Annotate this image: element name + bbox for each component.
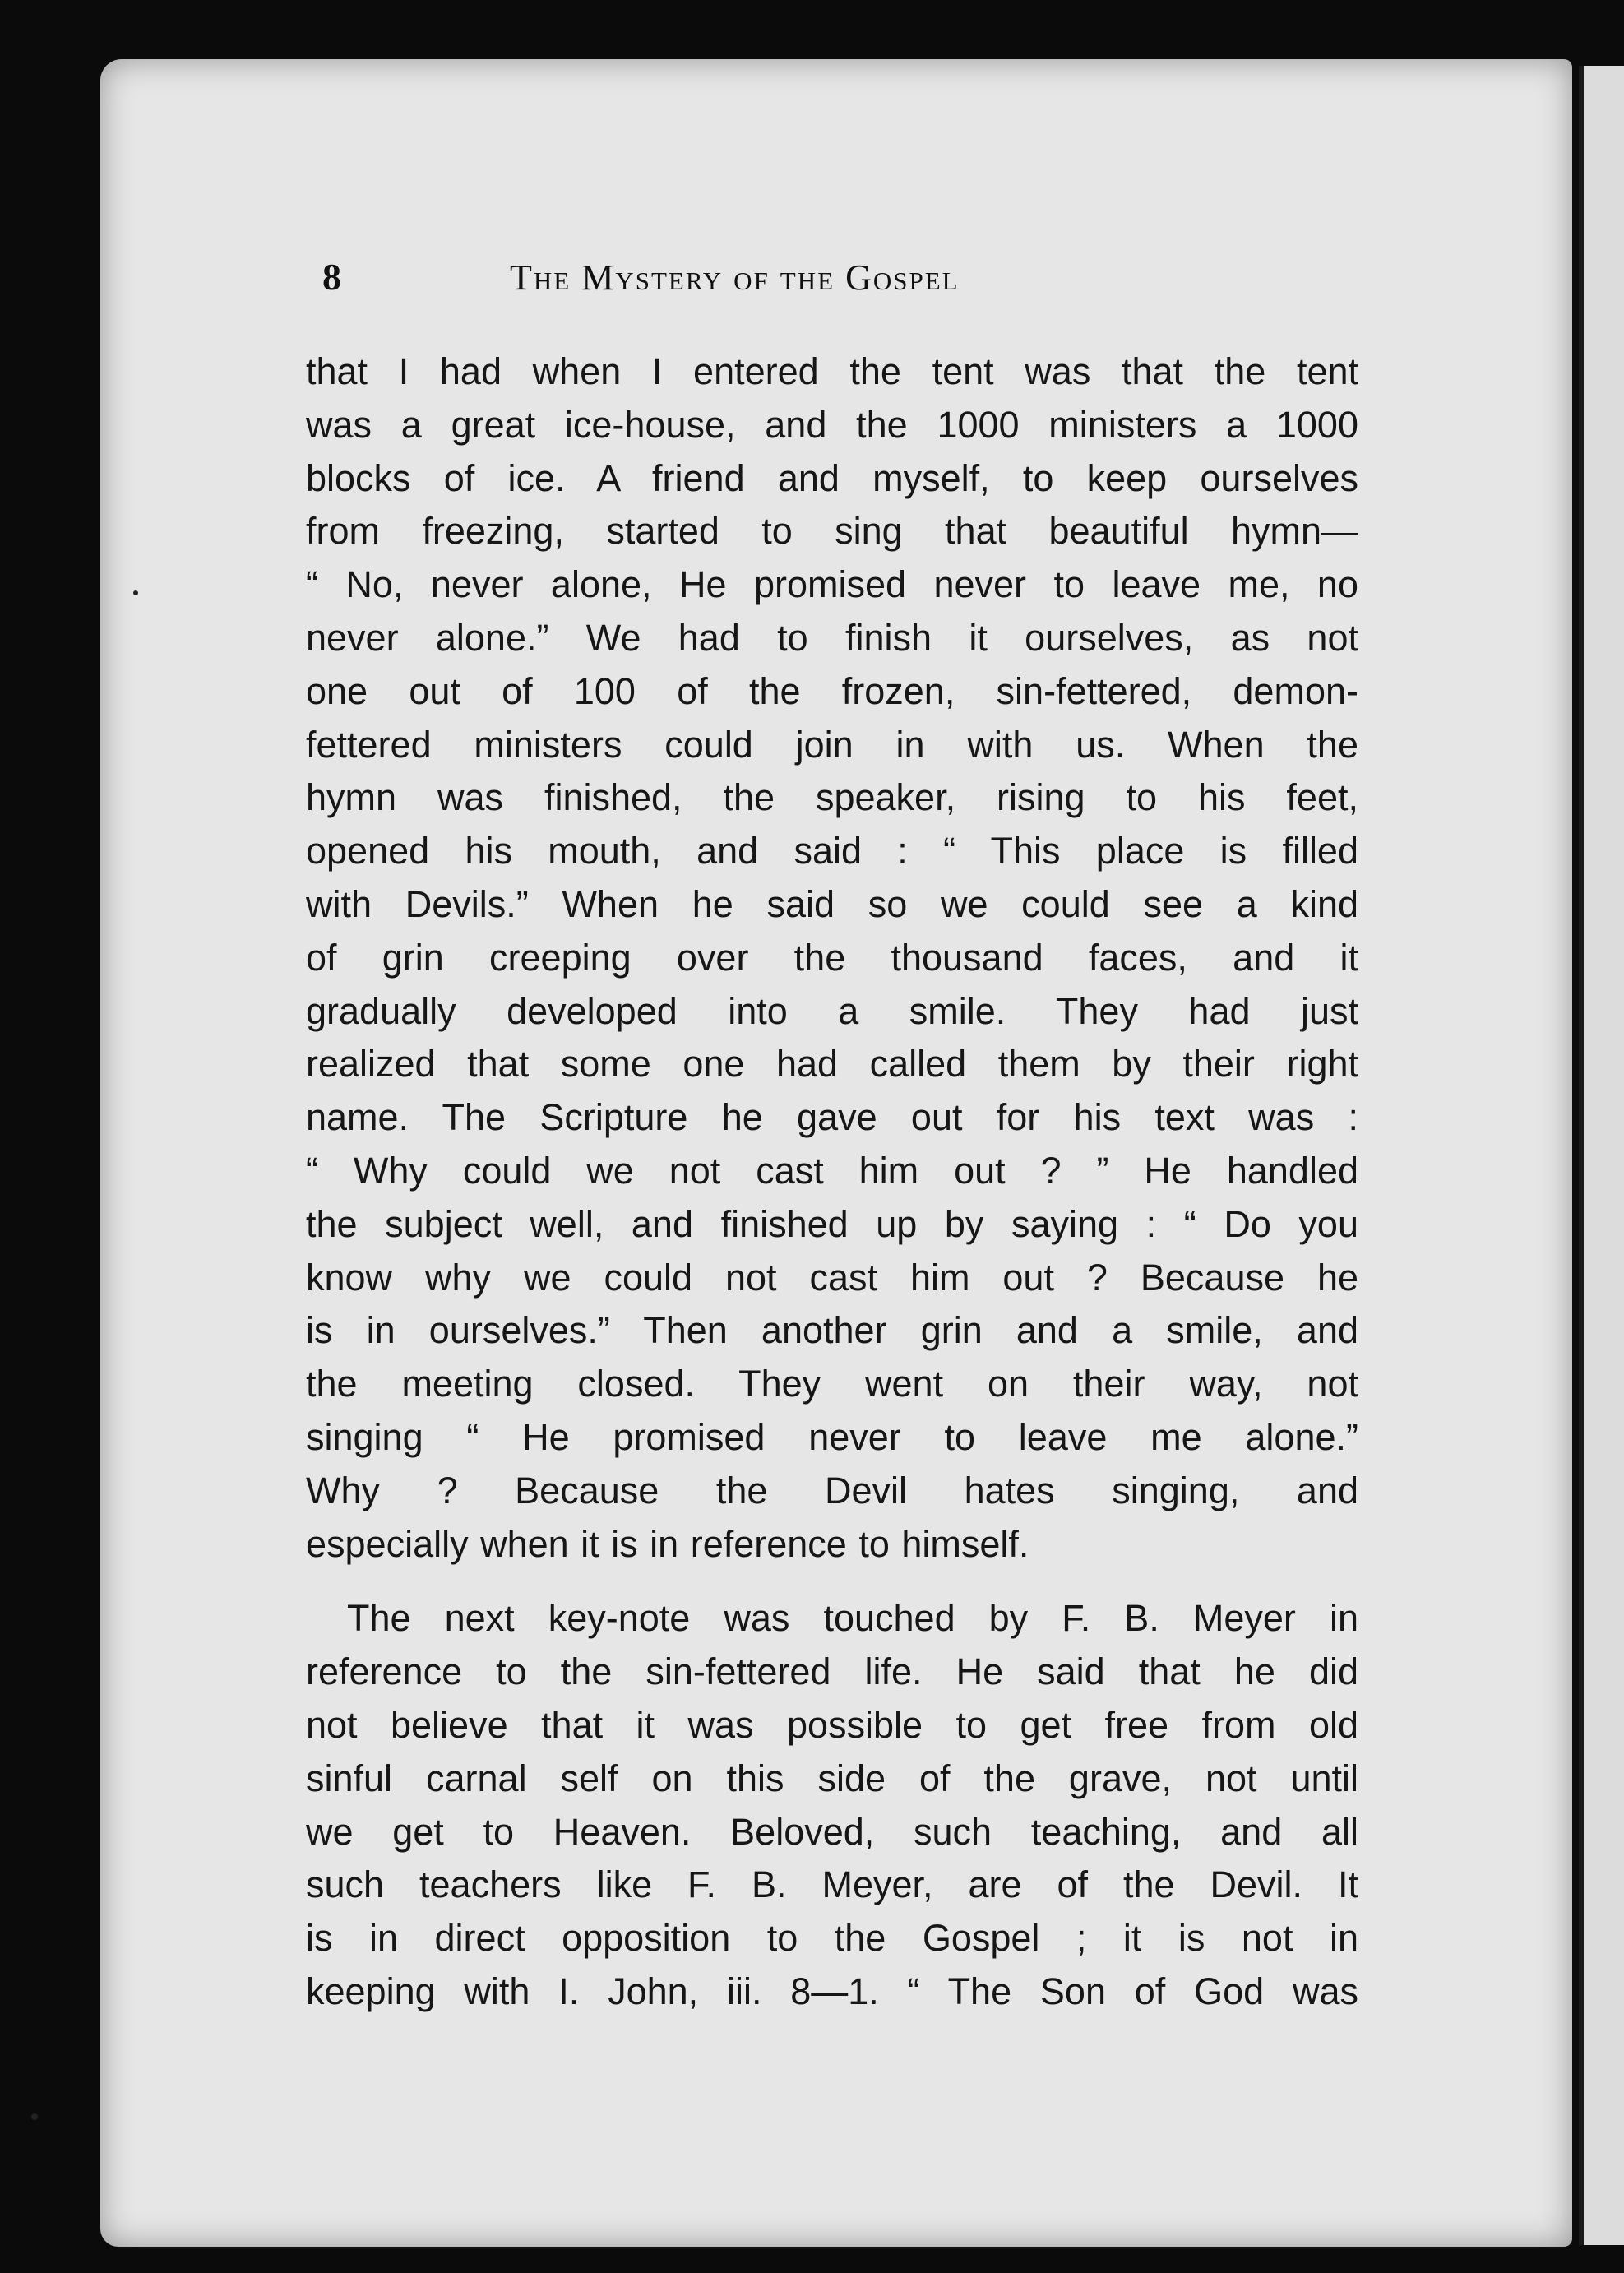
running-title: The Mystery of the Gospel bbox=[510, 257, 960, 298]
text-line: such teachers like F. B. Meyer, are of the Devil. It bbox=[306, 1863, 1358, 1906]
text-line: especially when it is in reference to himself. bbox=[306, 1522, 1029, 1565]
text-line: one out of 100 of the frozen, sin-fettered, demon- bbox=[306, 669, 1358, 712]
text-line: of grin creeping over the thousand faces, and it bbox=[306, 936, 1358, 979]
text-line: gradually developed into a smile. They had just bbox=[306, 989, 1358, 1032]
text-line: that I had when I entered the tent was that the tent bbox=[306, 350, 1358, 392]
text-line: name. The Scripture he gave out for his text was : bbox=[306, 1096, 1358, 1139]
text-line: know why we could not cast him out ? Because he bbox=[306, 1256, 1358, 1299]
text-line: opened his mouth, and said : “ This place is filled bbox=[306, 830, 1358, 873]
text-line: realized that some one had called them by their right bbox=[306, 1043, 1358, 1086]
text-line: Why ? Because the Devil hates singing, and bbox=[306, 1469, 1358, 1511]
body-text bbox=[306, 345, 1358, 2072]
text-line: fettered ministers could join in with us. When the bbox=[306, 723, 1358, 766]
page-number: 8 bbox=[322, 256, 341, 298]
text-line: the meeting closed. They went on their way, not bbox=[306, 1363, 1358, 1405]
paragraph-2 bbox=[306, 1592, 1358, 2018]
running-head bbox=[322, 255, 1350, 312]
paragraph-1 bbox=[306, 345, 1358, 1571]
text-line: not believe that it was possible to get free from old bbox=[306, 1703, 1358, 1746]
text-line: reference to the sin-fettered life. He said that he did bbox=[306, 1650, 1358, 1693]
text-line: “ No, never alone, He promised never to leave me, no bbox=[306, 563, 1358, 606]
text-line: singing “ He promised never to leave me alone.” bbox=[306, 1415, 1358, 1458]
paragraph-gap bbox=[306, 1571, 1358, 1592]
text-line: The next key-note was touched by F. B. Meyer in bbox=[347, 1597, 1358, 1640]
text-line: never alone.” We had to finish it ourselves, as not bbox=[306, 616, 1358, 659]
text-line: with Devils.” When he said so we could see a kind bbox=[306, 882, 1358, 925]
scan-speck bbox=[133, 590, 138, 595]
text-line: blocks of ice. A friend and myself, to keep ourselves bbox=[306, 456, 1358, 499]
text-line: is in ourselves.” Then another grin and a smile, and bbox=[306, 1309, 1358, 1352]
text-line: keeping with I. John, iii. 8—1. “ The Son of God was bbox=[306, 1970, 1358, 2012]
text-line: “ Why could we not cast him out ? ” He handled bbox=[306, 1149, 1358, 1192]
text-line: we get to Heaven. Beloved, such teaching, and all bbox=[306, 1810, 1358, 1853]
text-line: hymn was finished, the speaker, rising to his feet, bbox=[306, 776, 1358, 819]
text-line: the subject well, and finished up by saying : “ Do you bbox=[306, 1202, 1358, 1245]
text-line: was a great ice-house, and the 1000 ministers a 1000 bbox=[306, 403, 1358, 446]
text-line: sinful carnal self on this side of the grave, not until bbox=[306, 1757, 1358, 1799]
scan-speck bbox=[31, 2113, 38, 2120]
facing-page-edge bbox=[1579, 66, 1624, 2245]
text-line: is in direct opposition to the Gospel ; it is not in bbox=[306, 1917, 1358, 1960]
text-line: from freezing, started to sing that beautiful hymn— bbox=[306, 510, 1358, 553]
